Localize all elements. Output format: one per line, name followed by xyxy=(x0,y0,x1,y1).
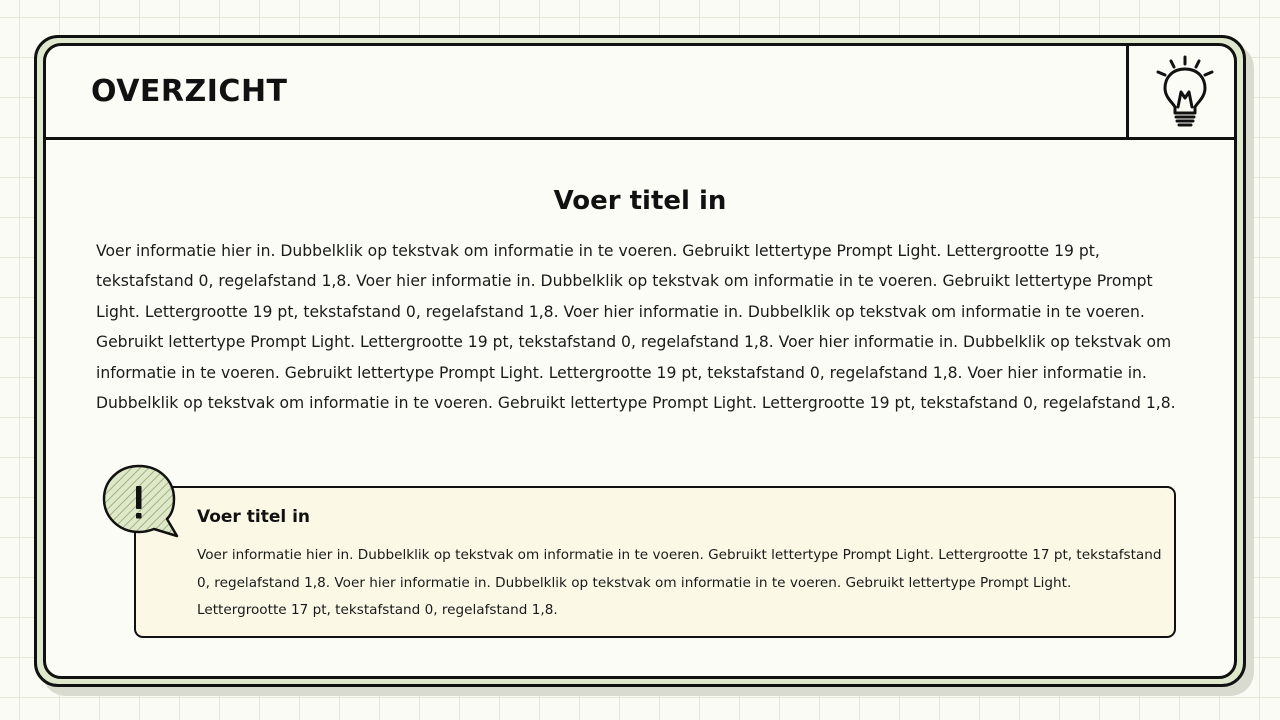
callout-box xyxy=(134,486,1176,638)
callout-title: Voer titel in xyxy=(197,507,311,527)
exclamation-speech-bubble-icon xyxy=(101,464,181,540)
header-divider-line xyxy=(46,137,1234,140)
callout-body-text: Voer informatie hier in. Dubbelklik op tekstvak om informatie in te voeren. Gebruikt lettertype Prompt Light. Lettergrootte 17 pt, tekstafstand 0, regelafstand 1,8. Voer hier informatie in. Dubbelklik op tekstvak om informatie in te voeren. Gebruikt lettertype Prompt Light. Lettergrootte 17 pt, tekstafstand 0, regelafstand 1,8. xyxy=(197,547,1162,618)
page-title: OVERZICHT xyxy=(91,74,288,109)
main-title: Voer titel in xyxy=(553,186,727,216)
slide-card xyxy=(43,43,1237,679)
main-body-text: Voer informatie hier in. Dubbelklik op tekstvak om informatie in te voeren. Gebruikt lettertype Prompt Light. Lettergrootte 19 pt, tekstafstand 0, regelafstand 1,8. Voer hier informatie in. Dubbelklik op tekstvak om informatie in te voeren. Gebruikt lettertype Prompt Light. Lettergrootte 19 pt, tekstafstand 0, regelafstand 1,8. Voer hier informatie in. Dubbelklik op tekstvak om informatie in te voeren. Gebruikt lettertype Prompt Light. Lettergrootte 19 pt, tekstafstand 0, regelafstand 1,8. Voer hier informatie in. Dubbelklik op tekstvak om informatie in te voeren. Gebruikt lettertype Prompt Light. Lettergrootte 19 pt, tekstafstand 0, regelafstand 1,8. Voer hier informatie in. Dubbelklik op tekstvak om informatie in te voeren. Gebruikt lettertype Prompt Light. Lettergrootte 19 pt, tekstafstand 0, regelafstand 1,8. xyxy=(96,242,1176,413)
lightbulb-icon xyxy=(1153,54,1217,130)
header-divider xyxy=(1126,46,1129,138)
